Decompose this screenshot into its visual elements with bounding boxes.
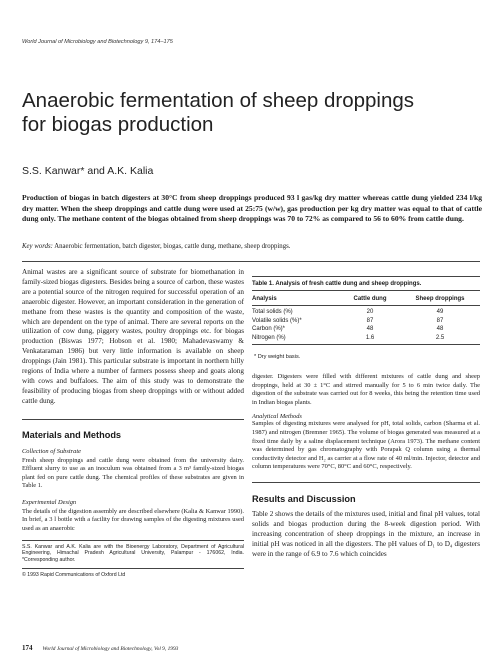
authors: S.S. Kanwar* and A.K. Kalia [22,165,154,177]
table-cell: Total solids (%) [252,309,293,316]
results-divider [252,482,480,483]
table-cell: 48 [366,326,374,333]
author-footnote: S.S. Kanwar and A.K. Kalia are with the Bioenergy Laboratory, Department of Agricultural Engineering, Himachal Pradesh Agricultural University, Palampur - 176062, India. *Corresponding author. [22,543,244,564]
table-row [252,334,480,343]
results-heading: Results and Discussion [252,493,356,504]
table-cell: 2.5 [435,335,445,342]
introduction-text: Animal wastes are a significant source of substrate for biomethanation in family-sized biogas digesters. Besides being a source of carbon, these wastes are a potential source of the nitrogen required for successful operation of an anaerobic digester. However, an important consideration in the generation of methane from these wastes is the quantity and composition of the waste, which are dependent on the type of animal. There are several reports on the utilization of cow dung, piggery wastes, poultry droppings etc. for biogas production (Biswas 1977; Hobson et al. 1980; Mahadevaswamy & Venkataraman 1986) but very little information is available on sheep droppings (Jain 1981). This particular substrate is important in northern hilly regions of India where a number of farmers possess sheep and goats along with cows and buffaloes. The aim of this study was to demonstrate the feasibility of producing biogas from sheep droppings with or without added cattle dung. [22,268,244,405]
footer-journal: World Journal of Microbiology and Biotechnology, Vol 9, 1993 [42,646,179,652]
methods-heading: Materials and Methods [22,429,122,440]
table-header-row [252,293,480,305]
copyright-divider [22,568,244,569]
keywords [22,242,482,251]
table-row [252,317,480,326]
methods-subhead-substrate: Collection of Substrate [22,447,81,455]
results-text: Table 2 shows the details of the mixtures used, initial and final pH values, total solids and biogas production during the 8-week digestion period. With increasing concentration of sheep droppings in the mixture, an increase in initial pH was noticed in all the digesters. The pH values of D₁ to D₄ digesters were in the range of 6.9 to 7.6 which coincides [252,509,480,558]
copyright: © 1993 Rapid Communications of Oxford Ltd [22,571,126,578]
table-bottom-rule [252,344,480,345]
table-cell: 1.6 [365,335,375,342]
table-cell: Nitrogen (%) [252,335,286,342]
methods-text-design: The details of the digestion assembly are described elsewhere (Kalia & Kanwar 1990). In brief, a 3 l bottle with a facility for drawing samples of the digesting mixtures used used as an anaerobic [22,507,244,532]
table-note: * Dry weight basis. [254,354,301,360]
methods-text-substrate: Fresh sheep droppings and cattle dung were obtained from the university dairy. Effluent slurry to use as an inoculum was obtained from a 3 m³ family-sized biogas plant fed on pure cattle dung. The chemical profiles of these substrates are given in Table 1. [22,456,244,490]
table-col-header: Cattle dung [353,296,387,302]
abstract: Production of biogas in batch digesters at 30°C from sheep droppings produced 93 l gas/kg dry matter whereas cattle dung yielded 234 l/kg dry matter. When the sheep droppings and cattle dung were used at 25:75 (w/w), gas production per kg dry matter was equal to that of cattle dung only. The methane content of the biogas obtained from sheep droppings was 70 to 72% as compared to 56 to 60% from cattle dung. [22,193,482,223]
table-row [252,308,480,317]
table-header-rule [252,305,480,306]
table-caption: Table 1. Analysis of fresh cattle dung and sheep droppings. [252,281,422,287]
right-column [252,373,480,559]
table-cell: 20 [366,309,374,316]
left-column [22,268,244,579]
journal-header: World Journal of Microbiology and Biotechnology 9, 174–175 [22,39,173,45]
table-cell: 87 [366,317,374,324]
page-number: 174 [22,644,33,652]
table-top-rule [252,276,480,277]
title-line-2: for biogas production [22,113,214,136]
keywords-label: Key words: [22,243,53,250]
page-footer [22,644,322,652]
analytical-text: Samples of digesting mixtures were analysed for pH, total solids, carbon (Sharma et al. 1987) and nitrogen (Bremner 1965). The volume of biogas generated was measured at a fixed time daily by a saline displacement technique (Arora 1973). The methane content was determined by gas chromatography with Porapak Q column using a thermal conductivity detector and H₂ as carrier at a flow rate of 40 ml/min. Injector, detector and column temperatures were 70°C, 80°C and 60°C, respectively. [252,420,480,471]
table-cell: 87 [436,317,444,324]
digester-text: digester. Digesters were filled with different mixtures of cattle dung and sheep droppings, held at 30 ± 1°C and stirred manually for 5 to 6 min twice daily. The digestion of the substrate was carried out for 8 weeks, this being the retention time used in Indian biogas plants. [252,373,480,406]
table-row [252,325,480,334]
article-title [22,89,482,137]
table-1 [252,293,480,345]
footnote-divider [22,540,244,541]
table-col-header: Analysis [252,296,277,302]
table-cell: Carbon (%)* [252,326,286,333]
table-cell: Volatile solids (%)* [252,317,302,324]
abstract-divider [22,261,480,262]
keywords-text: Anaerobic fermentation, batch digester, biogas, cattle dung, methane, sheep droppings. [52,243,291,250]
methods-subhead-design: Experimental Design [22,498,77,506]
analytical-subhead: Analytical Methods [252,413,302,421]
table-cell: 49 [436,309,444,316]
section-divider [22,419,244,420]
table-cell: 48 [436,326,444,333]
table-col-header: Sheep droppings [415,296,465,302]
title-line-1: Anaerobic fermentation of sheep droppings [22,89,415,112]
table-caption-rule [252,290,480,291]
